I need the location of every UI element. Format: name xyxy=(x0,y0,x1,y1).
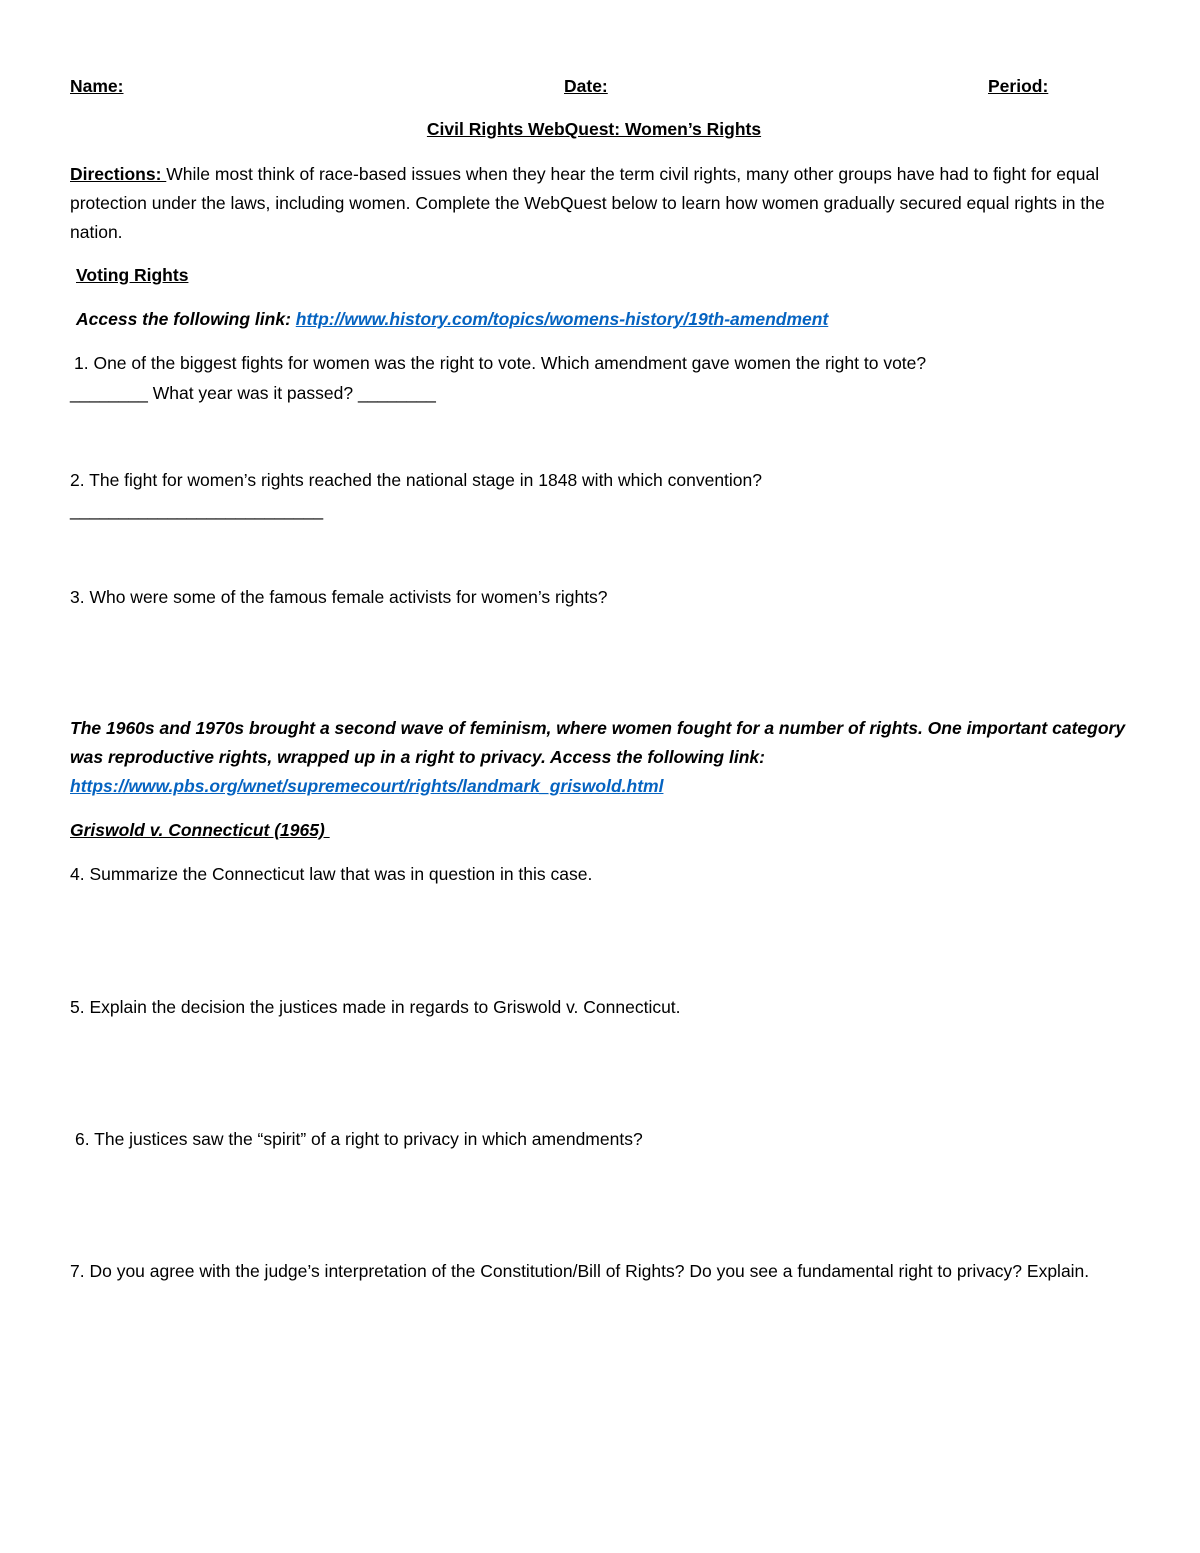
question-1-line-1: 1. One of the biggest fights for women was the right to vote. Which amendment gave women the right to vote? xyxy=(74,353,927,373)
question-5: 5. Explain the decision the justices made in regards to Griswold v. Connecticut. xyxy=(70,997,681,1017)
question-4: 4. Summarize the Connecticut law that was in question in this case. xyxy=(70,864,593,884)
question-2-line-2: __________________________ xyxy=(70,500,324,520)
question-1-line-2: ________ What year was it passed? ________ xyxy=(70,383,436,403)
history-link[interactable]: http://www.history.com/topics/womens-history/19th-amendment xyxy=(295,309,829,329)
question-6: 6. The justices saw the “spirit” of a right to privacy in which amendments? xyxy=(75,1129,643,1149)
question-2-line-1: 2. The fight for women’s rights reached the national stage in 1848 with which convention? xyxy=(70,470,763,490)
question-7: 7. Do you agree with the judge’s interpretation of the Constitution/Bill of Rights? Do you see a fundamental right to privacy? Explain. xyxy=(70,1261,1090,1281)
directions-paragraph xyxy=(70,160,1140,247)
second-wave-intro: The 1960s and 1970s brought a second wave of feminism, where women fought for a number of rights. One important category was reproductive rights, wrapped up in a right to privacy. Access the following link: xyxy=(70,718,1126,767)
question-3: 3. Who were some of the famous female activists for women’s rights? xyxy=(70,587,608,607)
period-label: Period: xyxy=(988,76,1049,96)
voting-access-line xyxy=(76,305,828,334)
pbs-link[interactable]: https://www.pbs.org/wnet/supremecourt/rights/landmark_griswold.html xyxy=(70,776,664,796)
pbs-link-line xyxy=(70,772,663,801)
name-label: Name: xyxy=(70,76,124,96)
directions-label: Directions: xyxy=(70,164,167,184)
griswold-heading: Griswold v. Connecticut (1965) xyxy=(70,820,330,840)
voting-access-label: Access the following link: xyxy=(76,309,296,329)
page-title: Civil Rights WebQuest: Women’s Rights xyxy=(426,119,762,139)
voting-rights-heading: Voting Rights xyxy=(76,265,189,285)
directions-text: While most think of race-based issues when they hear the term civil rights, many other groups have had to fight for equal protection under the laws, including women. Complete the WebQuest below to learn how women gradually secured equal rights in the nation. xyxy=(70,164,1105,242)
date-label: Date: xyxy=(564,76,608,96)
